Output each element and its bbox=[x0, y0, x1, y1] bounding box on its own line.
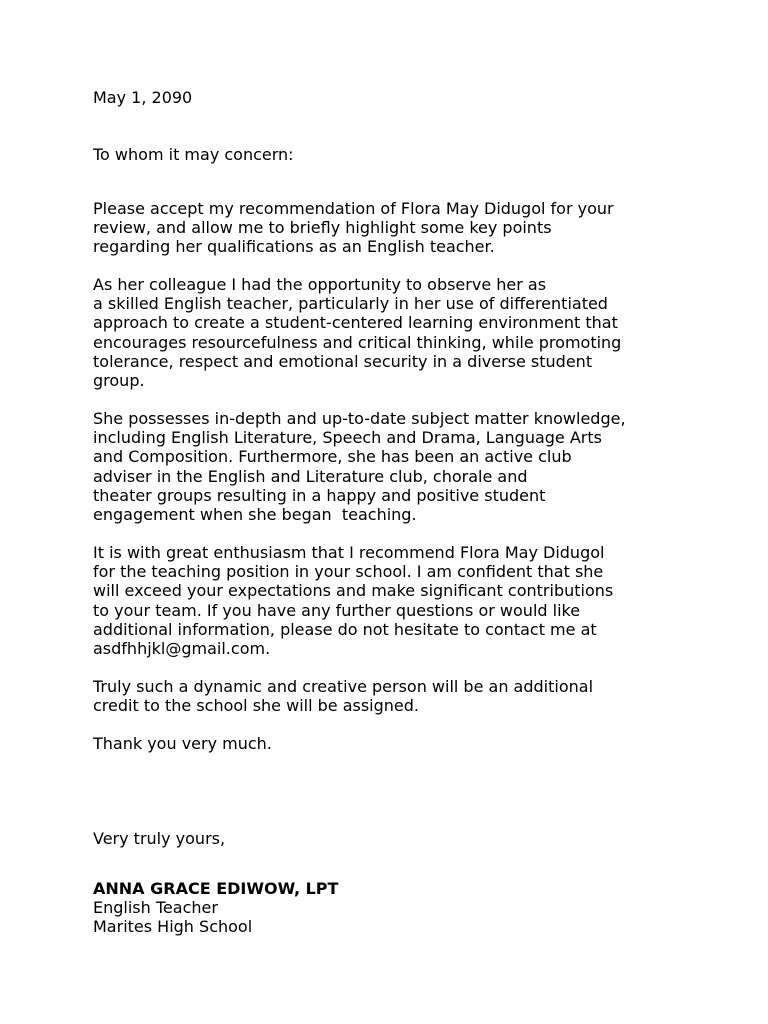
paragraph-line: theater groups resulting in a happy and positive student bbox=[93, 485, 546, 505]
salutation-text: To whom it may concern: bbox=[93, 145, 294, 164]
paragraph-line: approach to create a student-centered learning environment that bbox=[93, 313, 618, 333]
paragraph-line: adviser in the English and Literature club, chorale and bbox=[93, 466, 528, 486]
paragraph-line: credit to the school she will be assigned. bbox=[93, 696, 420, 716]
paragraph-intro bbox=[93, 199, 733, 257]
paragraph-thanks bbox=[93, 734, 733, 753]
paragraph-line: Thank you very much. bbox=[93, 734, 272, 753]
letter-date bbox=[93, 88, 733, 107]
letter-salutation bbox=[93, 145, 733, 164]
paragraph-line: regarding her qualifications as an English teacher. bbox=[93, 237, 495, 257]
closing-text: Very truly yours, bbox=[93, 829, 226, 848]
paragraph-observation bbox=[93, 275, 733, 390]
signature-block bbox=[93, 879, 733, 937]
paragraph-line: It is with great enthusiasm that I recommend Flora May Didugol bbox=[93, 543, 605, 562]
paragraph-line: She possesses in-depth and up-to-date subject matter knowledge, bbox=[93, 409, 626, 428]
paragraph-knowledge bbox=[93, 409, 733, 524]
paragraph-line: for the teaching position in your school. I am confident that she bbox=[93, 562, 604, 582]
paragraph-line: including English Literature, Speech and Drama, Language Arts bbox=[93, 428, 602, 448]
paragraph-line: encourages resourcefulness and critical thinking, while promoting bbox=[93, 332, 622, 352]
paragraph-line: additional information, please do not hesitate to contact me at bbox=[93, 619, 597, 639]
paragraph-line: engagement when she began teaching. bbox=[93, 505, 417, 525]
paragraph-line: review, and allow me to briefly highlight some key points bbox=[93, 218, 552, 238]
paragraph-line: Truly such a dynamic and creative person will be an additional bbox=[93, 677, 594, 696]
letter-closing bbox=[93, 829, 733, 848]
paragraph-line: tolerance, respect and emotional security in a diverse student bbox=[93, 351, 593, 371]
date-text: May 1, 2090 bbox=[93, 88, 193, 107]
paragraph-line: a skilled English teacher, particularly in her use of differentiated bbox=[93, 294, 608, 314]
paragraph-recommendation bbox=[93, 543, 733, 658]
paragraph-line: and Composition. Furthermore, she has been an active club bbox=[93, 447, 572, 467]
paragraph-praise bbox=[93, 677, 733, 715]
paragraph-line: As her colleague I had the opportunity to observe her as bbox=[93, 275, 547, 294]
signatory-title: English Teacher bbox=[93, 898, 218, 918]
signatory-school: Marites High School bbox=[93, 917, 253, 937]
paragraph-line: Please accept my recommendation of Flora May Didugol for your bbox=[93, 199, 614, 218]
signatory-name: ANNA GRACE EDIWOW, LPT bbox=[93, 879, 339, 898]
paragraph-line: group. bbox=[93, 371, 145, 391]
contact-email: asdfhhjkl@gmail.com. bbox=[93, 639, 271, 659]
paragraph-line: will exceed your expectations and make significant contributions bbox=[93, 581, 614, 601]
paragraph-line: to your team. If you have any further questions or would like bbox=[93, 600, 581, 620]
